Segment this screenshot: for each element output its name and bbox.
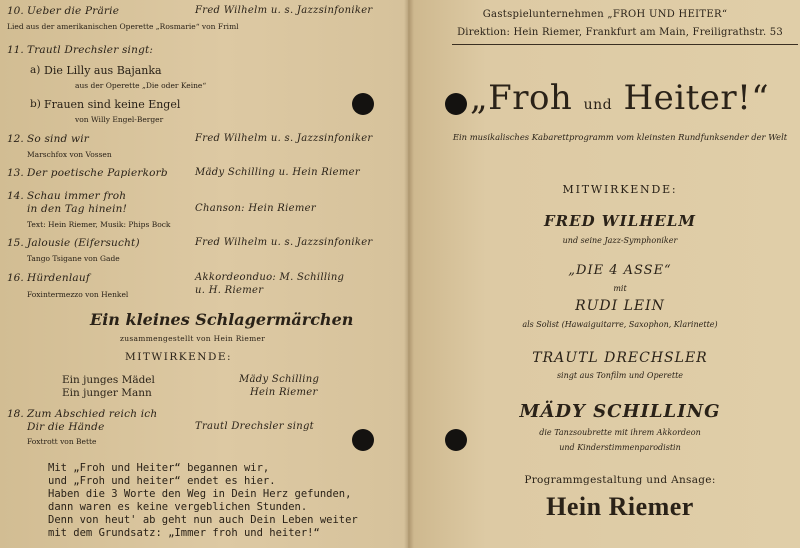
section-subtitle: zusammengestellt von Hein Riemer	[120, 334, 266, 343]
item-note: Lied aus der amerikanischen Operette „Rosmarie“ von Friml	[7, 22, 239, 31]
item-note: Marschfox von Vossen	[27, 150, 112, 159]
item-note: Tango Tsigane von Gade	[27, 254, 120, 263]
item-title: Schau immer froh	[27, 190, 127, 202]
title-word: „Froh	[470, 78, 573, 118]
item-title: Zum Abschied reich ich	[27, 408, 158, 420]
item-note: Foxtrott von Bette	[27, 437, 97, 446]
performer-name: FRED WILHELM	[544, 212, 696, 230]
performer-name: RUDI LEIN	[575, 298, 665, 314]
performers-heading: MITWIRKENDE:	[562, 183, 678, 196]
item-title: Hürdenlauf	[27, 272, 90, 284]
program-credit-label: Programmgestaltung und Ansage:	[524, 474, 716, 486]
poem-line: Haben die 3 Worte den Weg in Dein Herz gefunden,	[48, 488, 352, 500]
item-performer: Mädy Schilling u. Hein Riemer	[195, 167, 360, 178]
header-rule	[452, 44, 798, 45]
performer-name: „DIE 4 ASSE“	[568, 263, 672, 278]
punch-hole	[445, 93, 467, 115]
punch-hole	[352, 429, 374, 451]
item-number: 15.	[7, 237, 24, 249]
item-note: Foxintermezzo von Henkel	[27, 290, 129, 299]
company-address: Direktion: Hein Riemer, Frankfurt am Main, Freiligrathstr. 53	[457, 27, 783, 38]
performer-name: TRAUTL DRECHSLER	[532, 350, 708, 366]
poem-line: mit dem Grundsatz: „Immer froh und heiter!“	[48, 527, 320, 539]
item-performer-line2: u. H. Riemer	[195, 285, 264, 296]
item-note: von Willy Engel-Berger	[75, 115, 164, 124]
company-name: Gastspielunternehmen „FROH UND HEITER“	[482, 9, 728, 20]
item-performer: Trautl Drechsler singt	[195, 421, 315, 432]
performer-desc: und Kinderstimmenparodistin	[559, 443, 681, 452]
poem-line: Denn von heut' ab geht nun auch Dein Leben weiter	[48, 514, 358, 526]
item-number: 13.	[7, 167, 24, 179]
cast-role: Ein junger Mann	[62, 387, 152, 399]
item-title: Die Lilly aus Bajanka	[44, 64, 162, 77]
cast-role: Ein junges Mädel	[62, 374, 155, 386]
host-name: Hein Riemer	[546, 492, 694, 521]
item-performer: Fred Wilhelm u. s. Jazzsinfoniker	[195, 237, 373, 248]
item-performer: Akkordeonduo: M. Schilling	[195, 272, 345, 283]
performer-desc: singt aus Tonfilm und Operette	[556, 371, 684, 380]
performer-desc: und seine Jazz-Symphoniker	[562, 236, 678, 245]
item-number: 18.	[7, 408, 24, 420]
item-title: Frauen sind keine Engel	[44, 98, 181, 111]
item-number: 12.	[7, 133, 24, 145]
performer-desc: die Tanzsoubrette mit ihrem Akkordeon	[539, 428, 701, 437]
performer-name: MÄDY SCHILLING	[519, 401, 721, 422]
item-title: Ueber die Prärie	[27, 5, 120, 17]
item-number: 14.	[7, 190, 24, 202]
item-title-line2: in den Tag hinein!	[27, 203, 128, 215]
poem-line: Mit „Froh und Heiter“ begannen wir,	[48, 462, 270, 474]
title-word: und	[583, 97, 613, 113]
show-subtitle: Ein musikalisches Kabarettprogramm vom kleinsten Rundfunksender der Welt	[452, 132, 788, 142]
section-title: Ein kleines Schlagermärchen	[90, 310, 354, 329]
item-title-line2: Dir die Hände	[27, 421, 105, 433]
cast-actor: Hein Riemer	[250, 387, 318, 398]
performer-connector: mit	[613, 284, 627, 293]
title-word: Heiter!“	[623, 78, 770, 118]
item-performer: Chanson: Hein Riemer	[195, 203, 316, 214]
item-number: 11.	[7, 44, 24, 56]
item-title: So sind wir	[27, 133, 89, 145]
cast-heading: MITWIRKENDE:	[125, 351, 233, 363]
item-title: Trautl Drechsler singt:	[27, 44, 154, 56]
item-number: 10.	[7, 5, 24, 17]
poem-line: und „Froh und heiter“ endet es hier.	[48, 475, 276, 487]
closing-poem	[48, 462, 358, 540]
center-fold	[404, 0, 414, 548]
item-label: b)	[30, 98, 41, 110]
item-label: a)	[30, 64, 41, 76]
poem-line: dann waren es keine vergeblichen Stunden.	[48, 501, 308, 513]
item-note: aus der Operette „Die oder Keine“	[75, 81, 207, 90]
item-number: 16.	[7, 272, 24, 284]
show-title	[470, 78, 769, 118]
item-title: Jalousie (Eifersucht)	[27, 237, 140, 249]
item-performer: Fred Wilhelm u. s. Jazzsinfoniker	[195, 133, 373, 144]
item-performer: Fred Wilhelm u. s. Jazzsinfoniker	[195, 5, 373, 16]
cast-actor: Mädy Schilling	[239, 374, 320, 385]
item-note: Text: Hein Riemer, Musik: Phips Bock	[27, 220, 171, 229]
performer-desc: als Solist (Hawaiguitarre, Saxophon, Klarinette)	[522, 320, 718, 329]
punch-hole	[352, 93, 374, 115]
item-title: Der poetische Papierkorb	[27, 167, 168, 179]
